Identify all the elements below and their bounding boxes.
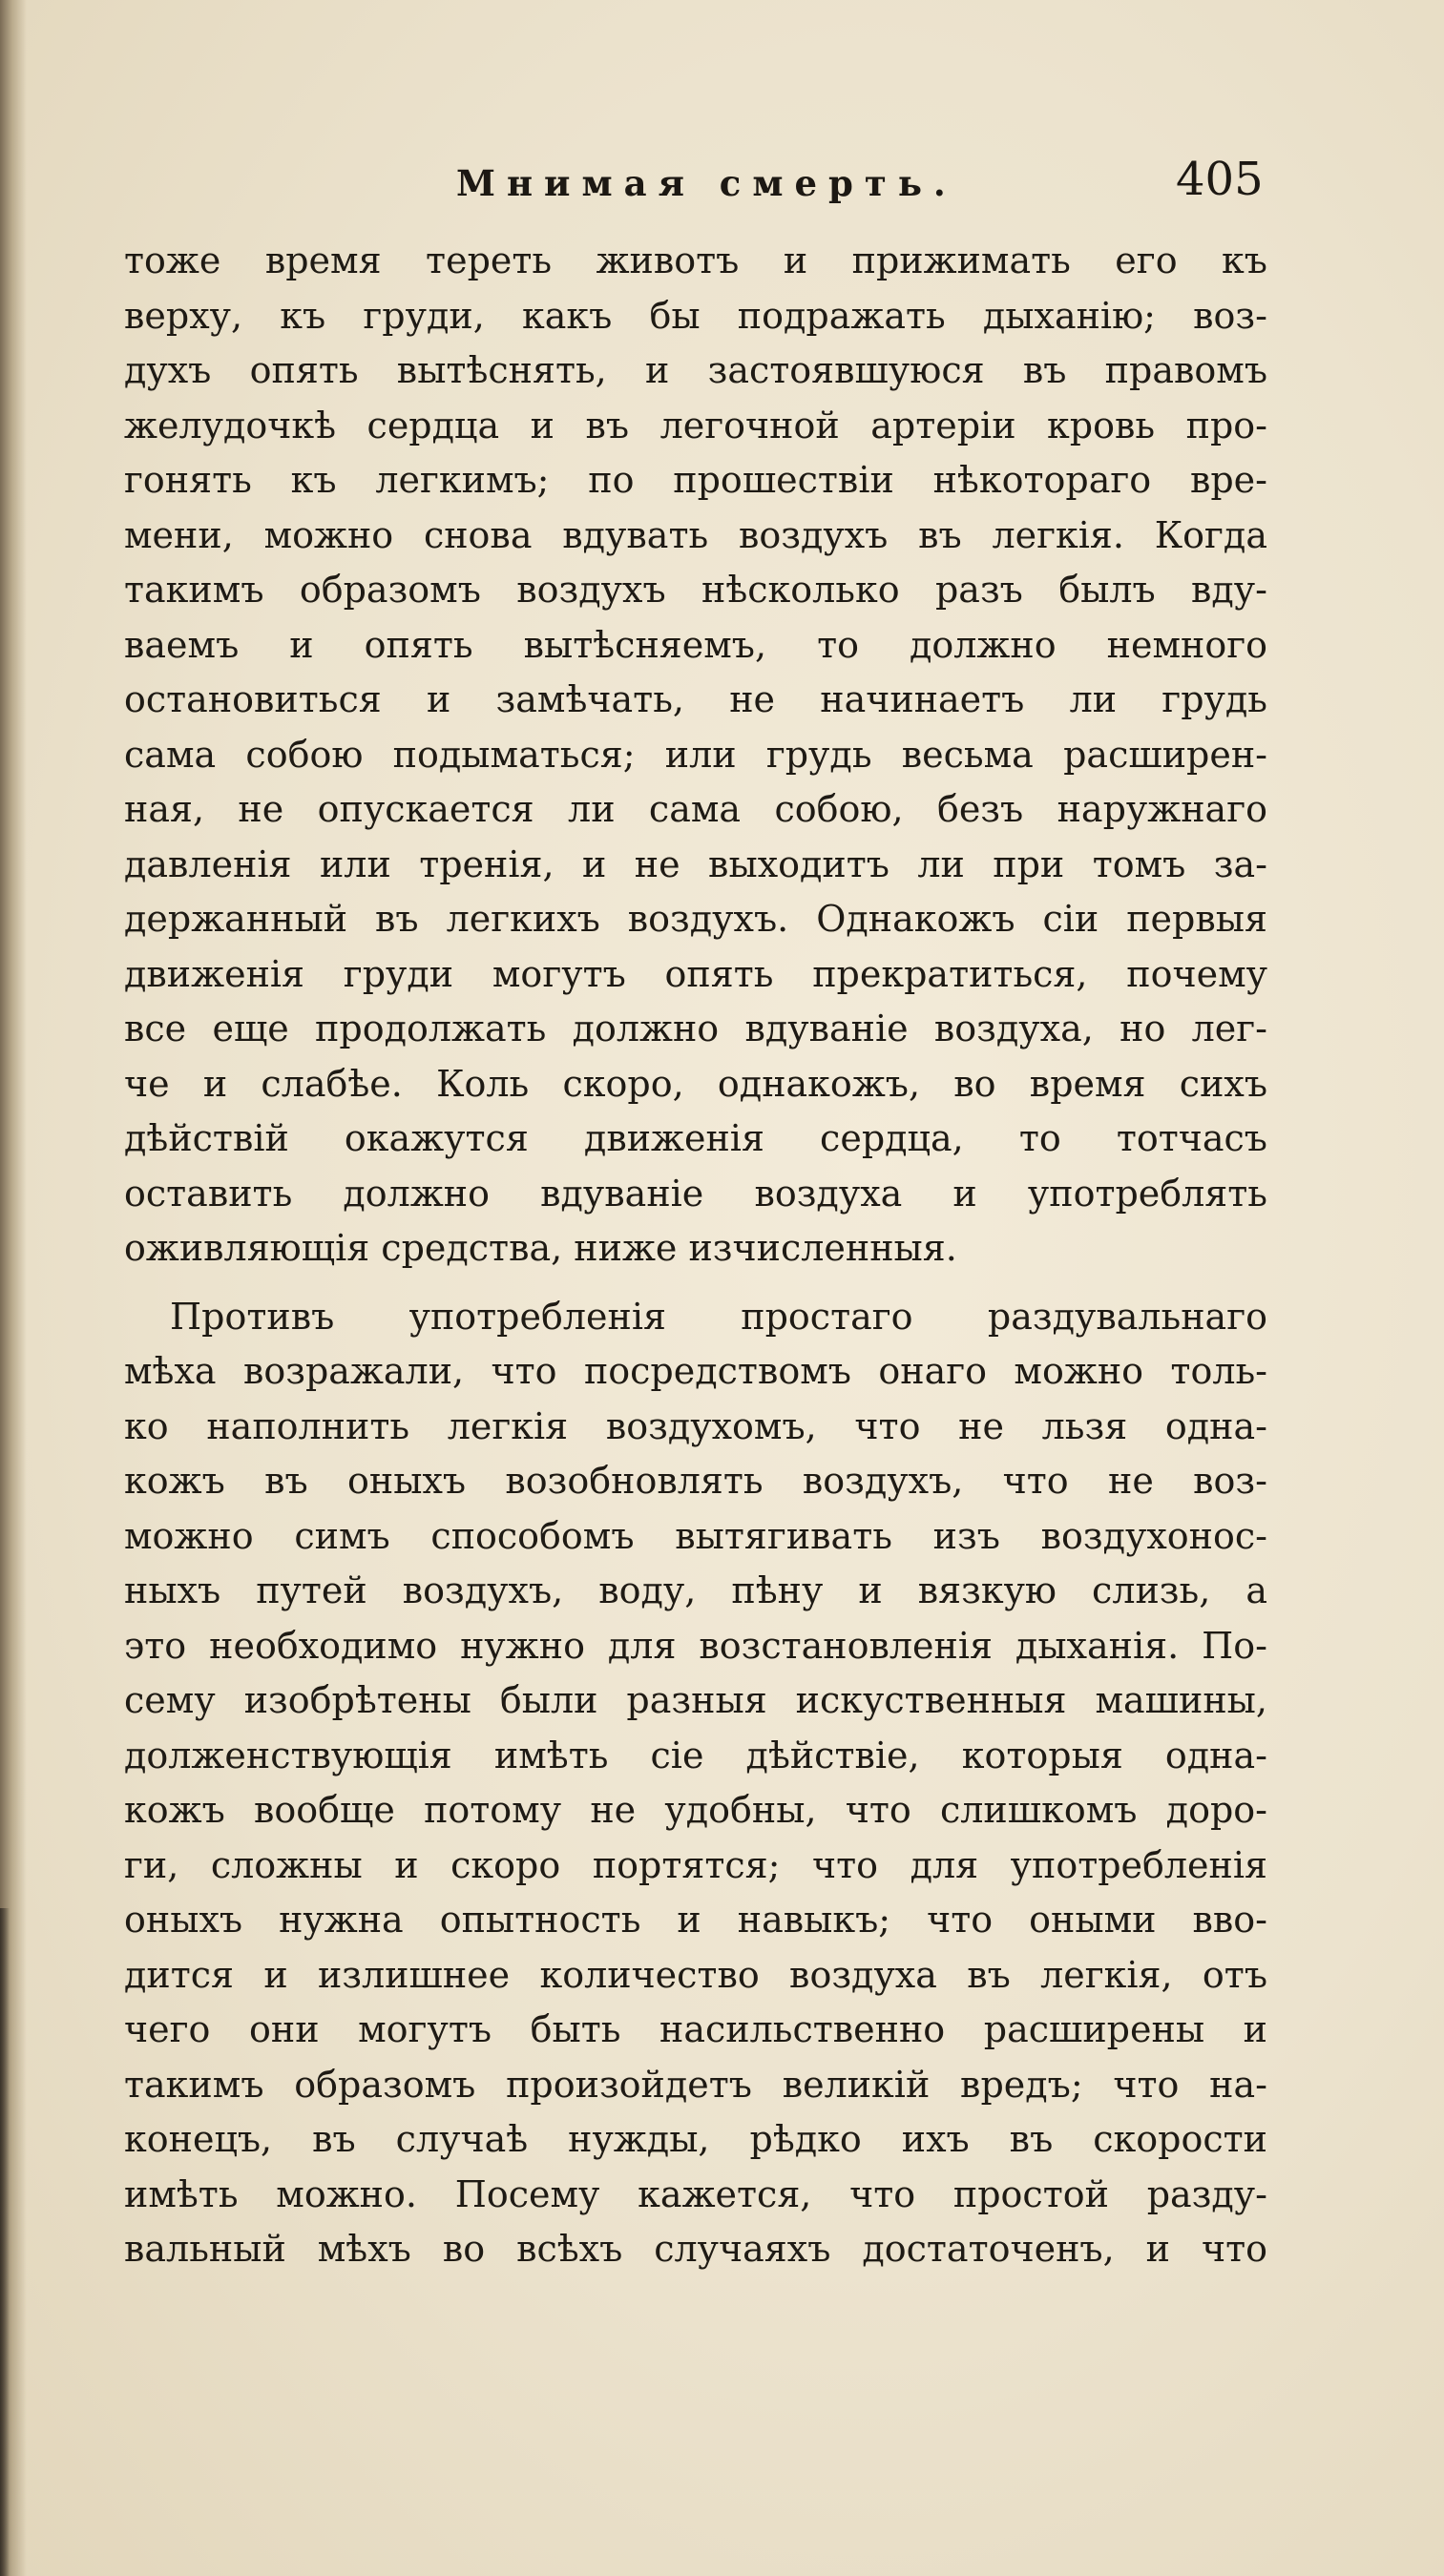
- text-line: мени, можно снова вдувать воздухъ въ легкія. Когда: [124, 513, 1267, 556]
- text-line: оныхъ нужна опытность и навыкъ; что оными вво-: [124, 1899, 1267, 1941]
- text-line: долженствующія имѣть сіе дѣйствіе, которыя одна-: [124, 1734, 1267, 1776]
- text-line: тоже время тереть животъ и прижимать его къ: [124, 239, 1267, 281]
- text-line: сама собою подыматься; или грудь весьма расширен-: [124, 733, 1267, 776]
- text-line: ная, не опускается ли сама собою, безъ наружнаго: [124, 788, 1267, 830]
- text-line: имѣть можно. Посему кажется, что простой разду-: [124, 2172, 1267, 2215]
- text-line: че и слабѣе. Коль скоро, однакожъ, во время сихъ: [124, 1062, 1267, 1105]
- text-line: оставить должно вдуваніе воздуха и употреблять: [124, 1172, 1267, 1215]
- body-text: [124, 234, 1267, 2277]
- running-title: Мнимая смерть.: [456, 162, 957, 204]
- text-line: держанный въ легкихъ воздухъ. Однакожъ сіи первыя: [124, 898, 1267, 940]
- text-line: оживляющія средства, ниже изчисленныя.: [124, 1227, 957, 1269]
- text-line: гонять къ легкимъ; по прошествіи нѣкотораго вре-: [124, 459, 1267, 501]
- text-line: желудочкѣ сердца и въ легочной артеріи кровь про-: [124, 404, 1267, 447]
- text-line: остановиться и замѣчать, не начинаетъ ли грудь: [124, 678, 1267, 720]
- text-line: давленія или тренія, и не выходитъ ли при томъ за-: [124, 842, 1267, 885]
- text-line: верху, къ груди, какъ бы подражать дыханію; воз-: [124, 294, 1267, 337]
- text-line: все еще продолжать должно вдуваніе воздуха, но лег-: [124, 1008, 1267, 1049]
- paragraph-1: [124, 234, 1267, 1277]
- paragraph-gap: [124, 1277, 1267, 1290]
- text-line: дѣйствій окажутся движенія сердца, то тотчасъ: [124, 1117, 1267, 1159]
- text-line: чего они могутъ быть насильственно расширены и: [124, 2008, 1267, 2050]
- text-line: кожъ вообще потому не удобны, что слишкомъ доро-: [124, 1789, 1267, 1831]
- text-line: ваемъ и опять вытѣсняемъ, то должно немного: [124, 623, 1267, 666]
- text-line: духъ опять вытѣснять, и застоявшуюся въ правомъ: [124, 349, 1267, 391]
- text-line: движенія груди могутъ опять прекратиться, почему: [124, 952, 1267, 995]
- text-line: мѣха возражали, что посредствомъ онаго можно толь-: [124, 1350, 1267, 1392]
- text-line: сему изобрѣтены были разныя искуственныя машины,: [124, 1679, 1267, 1721]
- text-line: ныхъ путей воздухъ, воду, пѣну и вязкую слизь, а: [124, 1569, 1267, 1611]
- binding-edge: [0, 1908, 10, 2576]
- text-line: такимъ образомъ воздухъ нѣсколько разъ былъ вду-: [124, 569, 1267, 611]
- text-line: конецъ, въ случаѣ нужды, рѣдко ихъ въ скорости: [124, 2118, 1267, 2160]
- page-header: [0, 153, 1444, 219]
- text-line: дится и излишнее количество воздуха въ легкія, отъ: [124, 1953, 1267, 1996]
- text-line: ги, сложны и скоро портятся; что для употребленія: [124, 1843, 1267, 1886]
- text-line: кожъ въ оныхъ возобновлять воздухъ, что не воз-: [124, 1460, 1267, 1502]
- text-line: вальный мѣхъ во всѣхъ случаяхъ достаточенъ, и что: [124, 2228, 1267, 2270]
- text-line: можно симъ способомъ вытягивать изъ воздухонос-: [124, 1514, 1267, 1557]
- page-number: 405: [1176, 153, 1264, 206]
- paragraph-2: [124, 1290, 1267, 2277]
- text-line: Противъ употребленія простаго раздувальнаго: [170, 1295, 1267, 1338]
- text-line: такимъ образомъ произойдетъ великій вредъ; что на-: [124, 2063, 1267, 2106]
- text-line: ко наполнить легкія воздухомъ, что не льзя одна-: [124, 1404, 1267, 1447]
- text-line: это необходимо нужно для возстановленія дыханія. По-: [124, 1624, 1267, 1667]
